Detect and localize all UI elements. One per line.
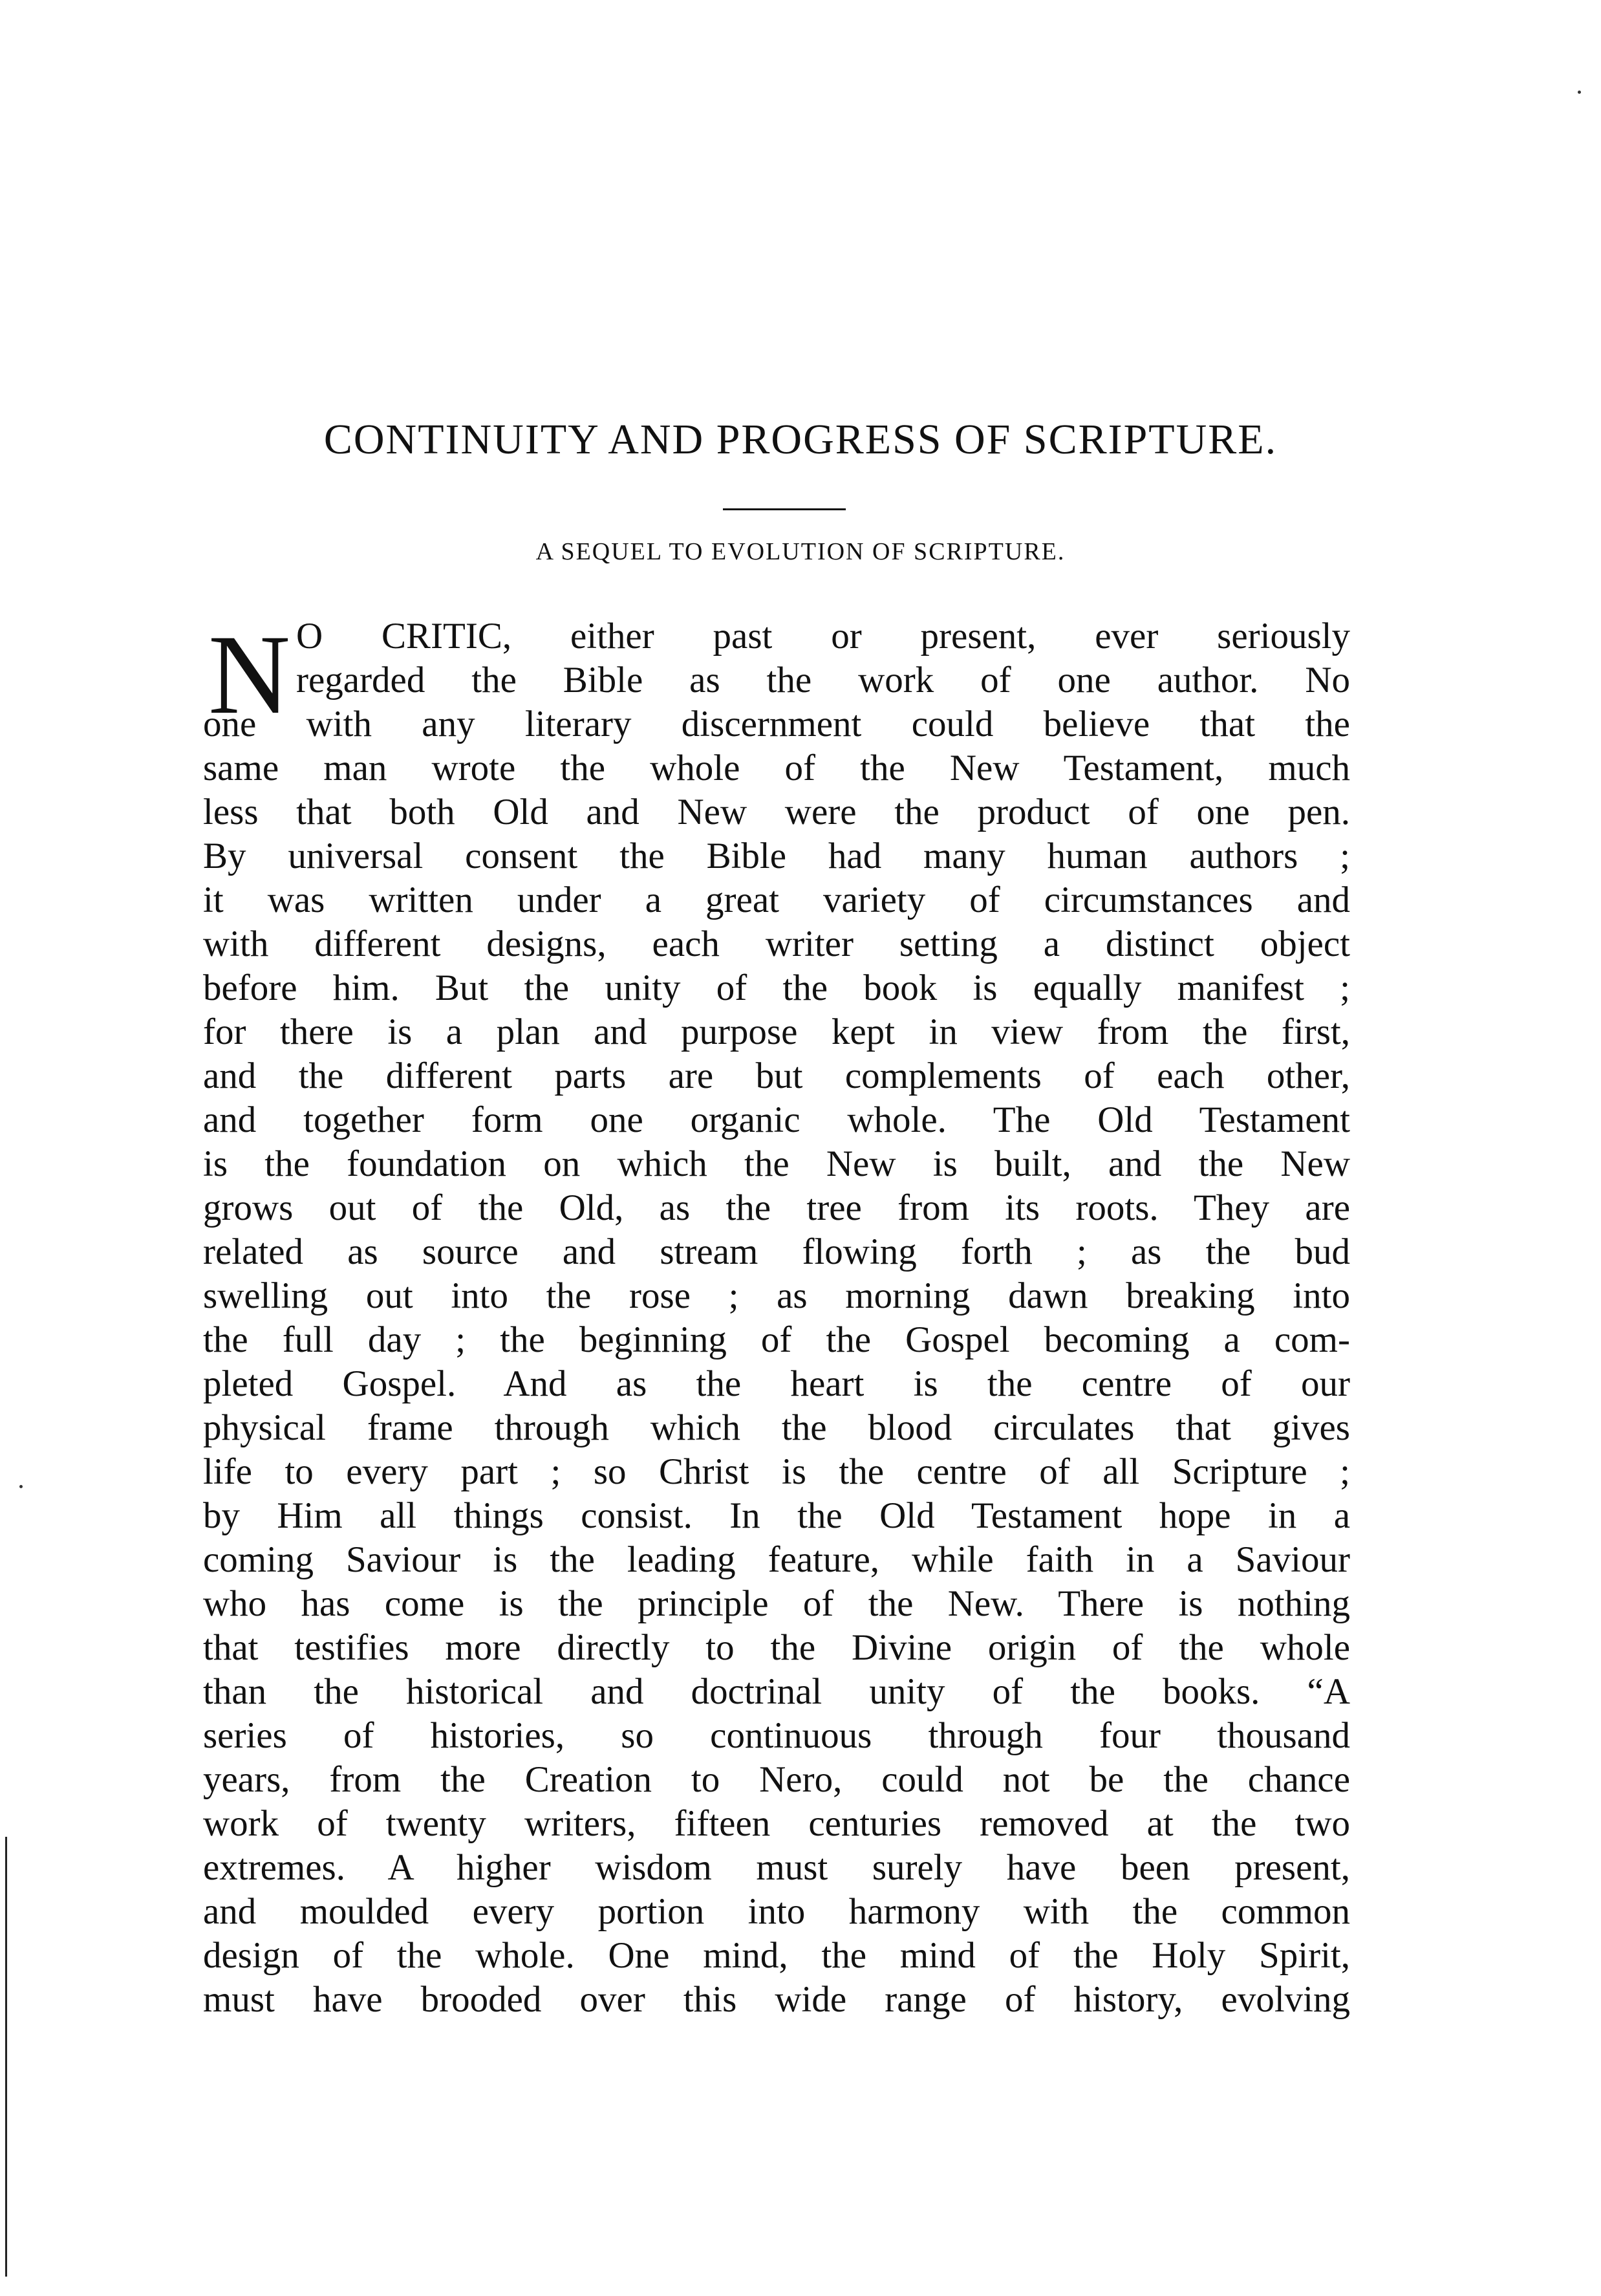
text-line: less that both Old and New were the product of one pen.: [203, 792, 1350, 832]
page-edge-mark: [5, 1837, 7, 2277]
title-rule: [723, 508, 846, 510]
text-line: by Him all things consist. In the Old Testament hope in a: [203, 1495, 1350, 1536]
text-line: it was written under a great variety of circumstances and: [203, 880, 1350, 920]
text-line: grows out of the Old, as the tree from its roots. They are: [203, 1187, 1350, 1228]
text-line: years, from the Creation to Nero, could not be the chance: [203, 1759, 1350, 1800]
scan-speck: [1578, 91, 1581, 94]
text-line: one with any literary discernment could believe that the: [203, 704, 1350, 744]
text-line: is the foundation on which the New is built, and the New: [203, 1143, 1350, 1184]
text-line: that testifies more directly to the Divine origin of the whole: [203, 1627, 1350, 1668]
page-title: CONTINUITY AND PROGRESS OF SCRIPTURE.: [323, 416, 1278, 463]
text-line: than the historical and doctrinal unity of the books. “A: [203, 1671, 1350, 1712]
text-line: coming Saviour is the leading feature, while faith in a Saviour: [203, 1539, 1350, 1580]
text-line: By universal consent the Bible had many human authors ;: [203, 836, 1350, 876]
text-line: with different designs, each writer setting a distinct object: [203, 924, 1350, 964]
text-line: extremes. A higher wisdom must surely have been present,: [203, 1847, 1350, 1888]
text-line: and together form one organic whole. The Old Testament: [203, 1099, 1350, 1140]
text-line: and the different parts are but complements of each other,: [203, 1056, 1350, 1096]
text-line: series of histories, so continuous through four thousand: [203, 1715, 1350, 1756]
text-line: related as source and stream flowing forth ; as the bud: [203, 1231, 1350, 1272]
drop-cap: N: [208, 612, 291, 738]
text-line: the full day ; the beginning of the Gospel becoming a com-: [203, 1319, 1350, 1360]
text-line: who has come is the principle of the New. There is nothing: [203, 1583, 1350, 1624]
text-line: O CRITIC, either past or present, ever seriously: [296, 616, 1350, 656]
text-line: for there is a plan and purpose kept in view from the first,: [203, 1012, 1350, 1052]
text-line: before him. But the unity of the book is equally manifest ;: [203, 968, 1350, 1008]
text-line: regarded the Bible as the work of one author. No: [296, 660, 1350, 700]
text-line: same man wrote the whole of the New Testament, much: [203, 748, 1350, 788]
text-line: physical frame through which the blood circulates that gives: [203, 1407, 1350, 1448]
text-line: design of the whole. One mind, the mind of the Holy Spirit,: [203, 1935, 1350, 1976]
text-line: life to every part ; so Christ is the centre of all Scripture ;: [203, 1451, 1350, 1492]
text-line: pleted Gospel. And as the heart is the centre of our: [203, 1363, 1350, 1404]
text-line: swelling out into the rose ; as morning dawn breaking into: [203, 1275, 1350, 1316]
text-line: work of twenty writers, fifteen centuries removed at the two: [203, 1803, 1350, 1844]
scan-speck: [19, 1485, 23, 1488]
text-line: and moulded every portion into harmony with the common: [203, 1891, 1350, 1932]
text-line: must have brooded over this wide range of history, evolving: [203, 1979, 1350, 2020]
page-subtitle: A SEQUEL TO EVOLUTION OF SCRIPTURE.: [535, 538, 1066, 565]
